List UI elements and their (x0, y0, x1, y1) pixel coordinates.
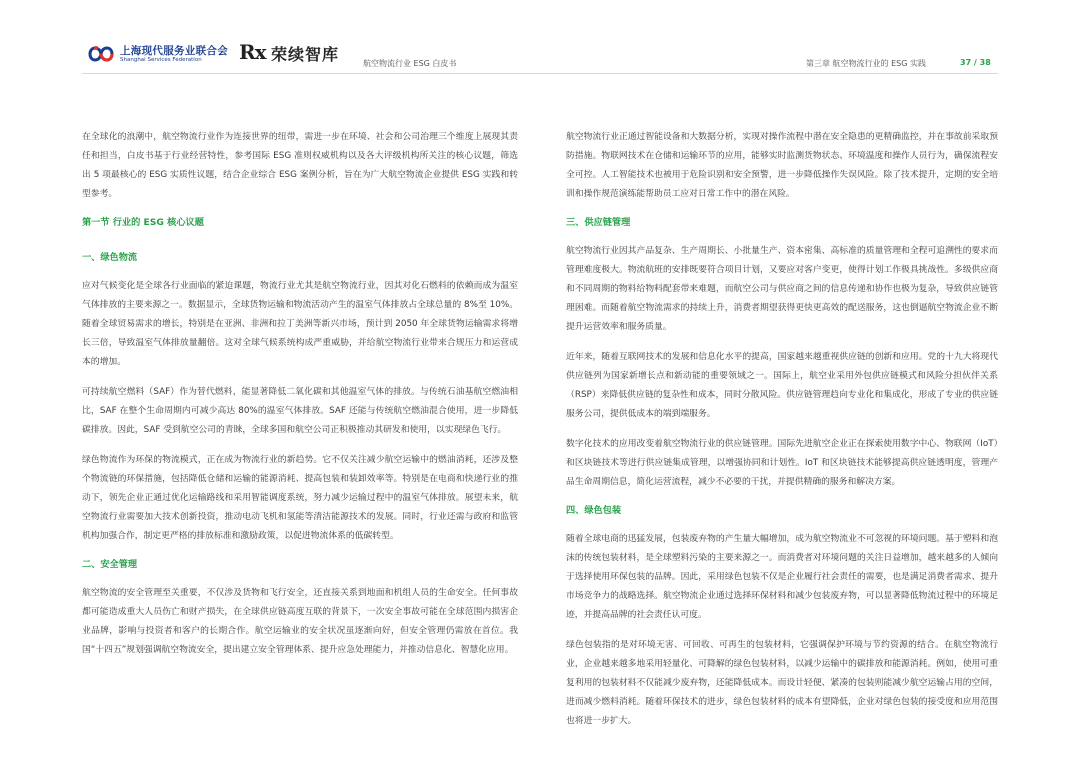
heading-safety-management: 二、安全管理 (82, 559, 138, 570)
paragraph: 航空物流行业因其产品复杂、生产周期长、小批量生产、资本密集、高标准的质量管理和全程可追溯性的要求而管理难度极大。物流航班的安排既要符合项目计划，又要应对客户变更，使得计划工作极具挑战性。多级供应商和不同周期的物料给物料配套带来难题，而航空公司与供应商之间的信息传递和协作也极为复杂，导致供应链管理困难。而随着航空物流需求的持续上升，消费者期望获得更快更高效的配送服务，这也倒逼航空物流企业不断提升运营效率和服务质量。 (566, 246, 998, 332)
right-column (566, 128, 998, 742)
rx-logo (239, 40, 359, 66)
heading-green-packaging: 四、绿色包装 (566, 505, 622, 516)
paragraph: 绿色物流作为环保的物流模式，正在成为物流行业的新趋势。它不仅关注减少航空运输中的燃油消耗，还涉及整个物流链的环保措施，包括降低仓储和运输的能源消耗、提高包装和装卸效率等。特别是在电商和快递行业的推动下，领先企业正通过优化运输路线和采用智能调度系统，努力减少运输过程中的温室气体排放。展望未来，航空物流行业需要加大技术创新投资，推动电动飞机和氢能等清洁能源技术的发展。同时，行业还需与政府和监管机构加强合作，制定更严格的排放标准和激励政策，以促进物流体系的低碳转型。 (82, 455, 518, 541)
section-title: 第一节 行业的 ESG 核心议题 (82, 217, 204, 228)
paragraph: 随着全球电商的迅猛发展，包装废弃物的产生量大幅增加，成为航空物流业不可忽视的环境问题。基于塑料和泡沫的传统包装材料，是全球塑料污染的主要来源之一。而消费者对环境问题的关注日益增加，越来越多的人倾向于选择使用环保包装的品牌。因此，采用绿色包装不仅是企业履行社会责任的需要，也是满足消费者需求、提升市场竞争力的战略选择。航空物流企业通过选择环保材料和减少包装废弃物，可以显著降低物流过程中的环境足迹，并提高品牌的社会责任认可度。 (566, 534, 998, 620)
page-number: 37 / 38 (960, 58, 991, 67)
brand-name: 荣续智库 (271, 45, 340, 64)
intro-paragraph: 在全球化的浪潮中，航空物流行业作为连接世界的纽带，需进一步在环境、社会和公司治理三个维度上展现其责任和担当，白皮书基于行业经营特性，参考国际 ESG 准则权威机构以及各大评级机构所关注的核心议题，筛选出 5 项最核心的 ESG 实质性议题，结合企业综合 ESG 案例分析，旨在为广大航空物流企业提供 ESG 实践和转型参考。 (82, 132, 518, 199)
org-name: 上海现代服务业联合会 (120, 45, 228, 57)
document-title: 航空物流行业 ESG 白皮书 (363, 59, 457, 68)
paragraph: 应对气候变化是全球各行业面临的紧迫课题，物流行业尤其是航空物流行业，因其对化石燃料的依赖而成为温室气体排放的主要来源之一。数据显示，全球货物运输和物流活动产生的温室气体排放占全球总量的 8%至 10%。随着全球贸易需求的增长，特别是在亚洲、非洲和拉丁美洲等新兴市场，预计到 2050 年全球货物运输需求将增长三倍，导致温室气体排放量翻倍。这对全球气候系统构成严重威胁，并给航空物流行业带来合规压力和运营成本的增加。 (82, 281, 518, 367)
heading-green-logistics: 一、绿色物流 (82, 252, 138, 263)
paragraph: 数字化技术的应用改变着航空物流行业的供应链管理。国际先进航空企业正在探索使用数字中心、物联网（IoT）和区块链技术等进行供应链集成管理，以增强协同和计划性。IoT 和区块链技术能够提高供应链透明度，管理产品生命周期信息，简化运营流程，减少不必要的干扰，并提供精确的服务和解决方案。 (566, 439, 998, 487)
paragraph: 可持续航空燃料（SAF）作为替代燃料，能显著降低二氧化碳和其他温室气体的排放。与传统石油基航空燃油相比，SAF 在整个生命周期内可减少高达 80%的温室气体排放。SAF 还能与传统航空燃油混合使用，进一步降低碳排放。因此，SAF 受到航空公司的青睐，全球多国和航空公司正积极推动其研发和使用，以实现绿色飞行。 (82, 387, 518, 435)
shanghai-services-federation-logo-icon (86, 42, 116, 66)
chapter-title: 第三章 航空物流行业的 ESG 实践 (806, 59, 926, 68)
heading-supply-chain: 三、供应链管理 (566, 217, 631, 228)
header-divider (82, 73, 998, 74)
paragraph: 近年来，随着互联网技术的发展和信息化水平的提高，国家越来越重视供应链的创新和应用。党的十九大将现代供应链列为国家新增长点和新动能的重要领域之一。国际上，航空业采用外包供应链模式和风险分担伙伴关系（RSP）来降低供应链的复杂性和成本，同时分散风险。供应链管理趋向专业化和集成化，形成了专业的供应链服务公司，提供低成本的端到端服务。 (566, 352, 998, 419)
paragraph: 航空物流行业正通过智能设备和大数据分析，实现对操作流程中潜在安全隐患的更精确监控，并在事故前采取预防措施。物联网技术在仓储和运输环节的应用，能够实时监测货物状态、环境温度和操作人员行为，确保流程安全可控。人工智能技术也被用于危险识别和安全预警，进一步降低操作失误风险。除了技术提升，定期的安全培训和操作规范演练能帮助员工应对日常工作中的潜在风险。 (566, 132, 998, 199)
rx-logo-icon: Rx (239, 40, 266, 64)
page-header (0, 0, 1080, 78)
left-column (82, 128, 518, 671)
paragraph: 航空物流的安全管理至关重要，不仅涉及货物和飞行安全，还直接关系到地面和机组人员的生命安全。任何事故都可能造成重大人员伤亡和财产损失，在全球供应链高度互联的背景下，一次安全事故可能在全球范围内损害企业品牌，影响与投资者和客户的长期合作。航空运输业的安全状况虽逐渐向好，但安全管理仍需放在首位。我国“十四五”规划强调航空物流安全，提出建立安全管理体系、提升应急处理能力，并推动信息化、智慧化应用。 (82, 588, 518, 655)
paragraph: 绿色包装指的是对环境无害、可回收、可再生的包装材料，它强调保护环境与节约资源的结合。在航空物流行业，企业越来越多地采用轻量化、可降解的绿色包装材料，以减少运输中的碳排放和能源消耗。例如，使用可重复利用的包装材料不仅能减少废弃物，还能降低成本。而设计轻便、紧凑的包装则能减少航空运输占用的空间，进而减少燃料消耗。随着环保技术的进步，绿色包装材料的成本有望降低，企业对绿色包装的接受度和应用范围也将进一步扩大。 (566, 640, 998, 726)
shanghai-services-federation-logo (86, 42, 231, 66)
org-name-en: Shanghai Services Federation (120, 57, 202, 63)
